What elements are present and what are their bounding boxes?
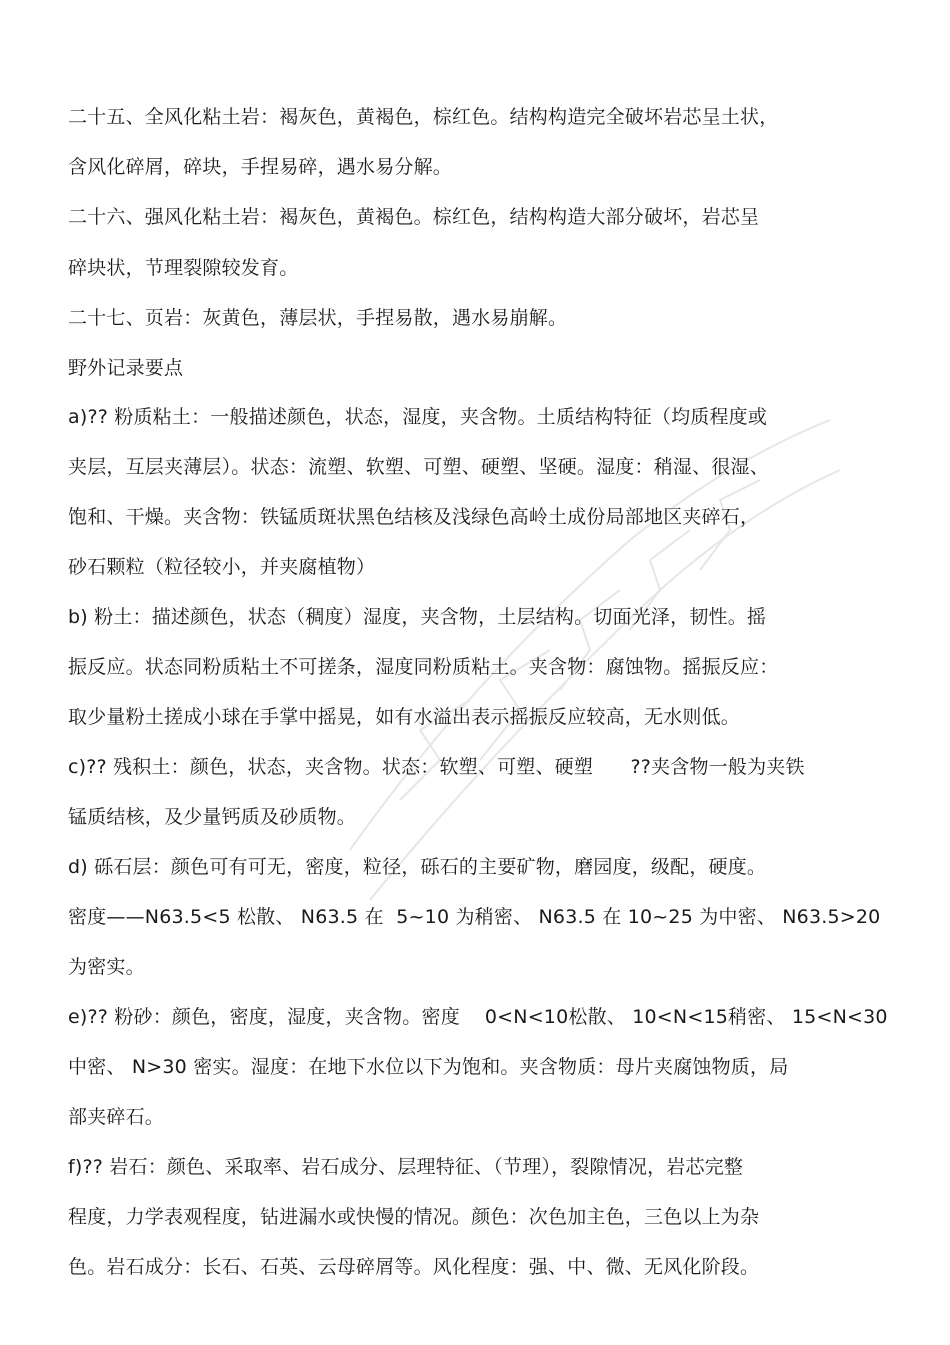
text-line-9: 饱和、干燥。夹含物：铁锰质斑状黑色结核及浅绿色高岭土成份局部地区夹碎石， [68, 506, 760, 528]
text-line-3: 二十六、强风化粘土岩：褐灰色，黄褐色。棕红色，结构构造大部分破坏，岩芯呈 [68, 206, 760, 228]
text-line-4: 碎块状，节理裂隙较发育。 [68, 257, 299, 279]
section-heading: 野外记录要点 [68, 357, 184, 379]
text-line-22: f)?? 岩石：颜色、采取率、岩石成分、层理特征、（节理），裂隙情况，岩芯完整 [68, 1156, 744, 1178]
text-line-1: 二十五、全风化粘土岩：褐灰色，黄褐色，棕红色。结构构造完全破坏岩芯呈土状， [68, 106, 779, 128]
text-line-16: d) 砾石层：颜色可有可无，密度，粒径，砾石的主要矿物，磨园度，级配，硬度。 [68, 856, 767, 878]
text-line-23: 程度，力学表观程度，钻进漏水或快慢的情况。颜色：次色加主色，三色以上为杂 [68, 1206, 760, 1228]
text-line-12: 振反应。状态同粉质粘土不可搓条，湿度同粉质粘土。夹含物：腐蚀物。摇振反应： [68, 656, 779, 678]
text-line-14: c)?? 残积土：颜色，状态，夹含物。状态：软塑、可塑、硬塑 ??夹含物一般为夹铁 [68, 756, 805, 778]
text-line-11: b) 粉土：描述颜色，状态（稠度）湿度，夹含物，土层结构。切面光泽，韧性。摇 [68, 606, 767, 628]
text-line-21: 部夹碎石。 [68, 1106, 165, 1128]
text-line-8: 夹层，互层夹薄层）。状态：流塑、软塑、可塑、硬塑、坚硬。湿度：稍湿、很湿、 [68, 456, 769, 478]
text-line-20: 中密、 N>30 密实。湿度：在地下水位以下为饱和。夹含物质：母片夹腐蚀物质，局 [68, 1056, 789, 1078]
text-line-17: 密度——N63.5<5 松散、 N63.5 在 5~10 为稍密、 N63.5 在 10~25 为中密、 N63.5>20 [68, 906, 881, 928]
text-line-18: 为密实。 [68, 956, 145, 978]
text-line-2: 含风化碎屑，碎块，手捏易碎，遇水易分解。 [68, 156, 453, 178]
text-line-19: e)?? 粉砂：颜色，密度，湿度，夹含物。密度 0<N<10松散、 10<N<15稍密、 15<N<30 [68, 1006, 888, 1028]
text-line-24: 色。岩石成分：长石、石英、云母碎屑等。风化程度：强、中、微、无风化阶段。 [68, 1256, 760, 1278]
text-line-13: 取少量粉土搓成小球在手掌中摇晃，如有水溢出表示摇振反应较高，无水则低。 [68, 706, 741, 728]
text-line-10: 砂石颗粒（粒径较小，并夹腐植物） [68, 556, 376, 578]
text-line-7: a)?? 粉质粘土：一般描述颜色，状态，湿度，夹含物。土质结构特征（均质程度或 [68, 406, 768, 428]
text-line-5: 二十七、页岩：灰黄色，薄层状，手捏易散，遇水易崩解。 [68, 307, 568, 329]
text-line-15: 锰质结核，及少量钙质及砂质物。 [68, 806, 357, 828]
